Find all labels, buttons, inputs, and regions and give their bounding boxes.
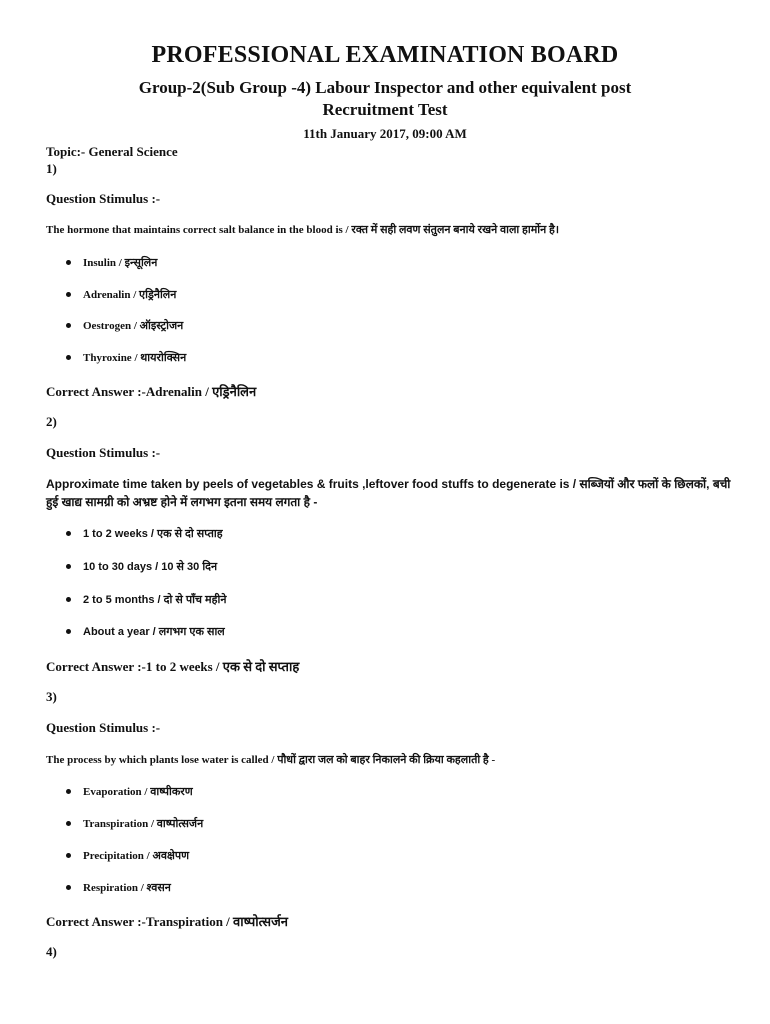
option-item[interactable] (66, 784, 193, 799)
option-label: 10 to 30 days / 10 से 30 दिन (83, 561, 218, 573)
option-label: About a year / लगभग एक साल (83, 626, 225, 638)
question-number: 3) (46, 689, 57, 704)
correct-answer: Correct Answer :-Transpiration / वाष्पोत्सर्जन (46, 914, 288, 929)
topic-label: Topic:- General Science (46, 144, 178, 159)
exam-date: 11th January 2017, 09:00 AM (303, 126, 467, 141)
question-stimulus-label: Question Stimulus :- (46, 720, 161, 735)
option-label: Adrenalin / एड्रिनैलिन (83, 289, 177, 301)
bullet-icon (66, 629, 71, 634)
option-item[interactable] (66, 848, 189, 863)
bullet-icon (66, 292, 71, 297)
bullet-icon (66, 355, 71, 360)
option-label: Thyroxine / थायरोक्सिन (83, 352, 187, 364)
option-item[interactable] (66, 255, 157, 270)
option-label: Transpiration / वाष्पोत्सर्जन (83, 818, 204, 830)
option-label: Precipitation / अवक्षेपण (83, 850, 190, 862)
option-item[interactable] (66, 318, 183, 333)
bullet-icon (66, 597, 71, 602)
correct-answer: Correct Answer :-1 to 2 weeks / एक से दो सप्ताह (46, 659, 300, 674)
bullet-icon (66, 789, 71, 794)
option-item[interactable] (66, 880, 171, 895)
bullet-icon (66, 821, 71, 826)
board-title: PROFESSIONAL EXAMINATION BOARD (151, 42, 619, 68)
question-number: 1) (46, 161, 57, 176)
bullet-icon (66, 885, 71, 890)
option-item[interactable] (66, 592, 226, 607)
option-label: Respiration / श्वसन (83, 882, 171, 894)
option-item[interactable] (66, 526, 223, 541)
question-text: The hormone that maintains correct salt balance in the blood is / रक्त में सही लवण संतुलन बनाये रखने वाला हार्मोन है। (46, 224, 559, 236)
bullet-icon (66, 323, 71, 328)
option-item[interactable] (66, 287, 176, 302)
bullet-icon (66, 531, 71, 536)
question-text: The process by which plants lose water is called / पौधों द्वारा जल को बाहर निकालने की क्रिया कहलाती है - (46, 754, 496, 766)
exam-subtitle: Group-2(Sub Group -4) Labour Inspector and other equivalent post (138, 78, 632, 97)
exam-subtitle-2: Recruitment Test (322, 100, 448, 119)
option-item[interactable] (66, 624, 225, 639)
correct-answer: Correct Answer :-Adrenalin / एड्रिनैलिन (46, 384, 257, 399)
question-number: 4) (46, 944, 57, 959)
option-label: Insulin / इन्सूलिन (83, 257, 158, 269)
bullet-icon (66, 564, 71, 569)
option-label: Evaporation / वाष्पीकरण (83, 786, 193, 798)
question-number: 2) (46, 414, 57, 429)
question-text: Approximate time taken by peels of vegetables & fruits ,leftover food stuffs to degenerate is / सब्जियों और फलों के छिलकों, बची हुई खाद्य सामग्री को अभ्रष्ट होने में लगभग इतना समय लगता है - (46, 477, 731, 509)
question-stimulus-label: Question Stimulus :- (46, 445, 161, 460)
option-label: Oestrogen / ऑइस्ट्रोजन (83, 320, 184, 332)
option-label: 1 to 2 weeks / एक से दो सप्ताह (83, 528, 223, 540)
option-item[interactable] (66, 816, 203, 831)
bullet-icon (66, 853, 71, 858)
option-item[interactable] (66, 350, 186, 365)
option-label: 2 to 5 months / दो से पाँच महीने (83, 594, 227, 606)
option-item[interactable] (66, 559, 217, 574)
bullet-icon (66, 260, 71, 265)
question-stimulus-label: Question Stimulus :- (46, 191, 161, 206)
